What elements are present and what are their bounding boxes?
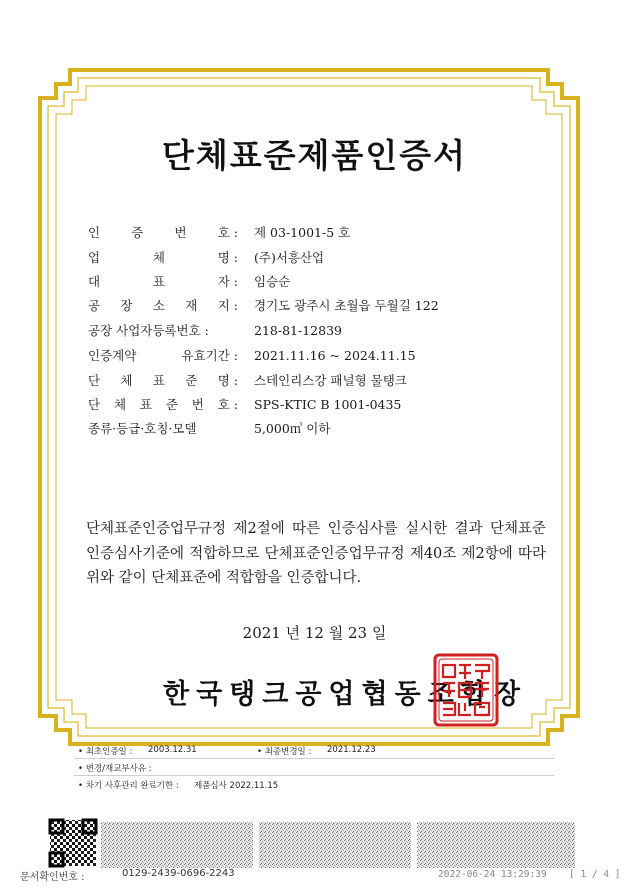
label-char: 인	[88, 225, 101, 240]
next-review-label: • 차기 사후관리 완료기한 :	[78, 781, 179, 791]
field-row-factory-address	[88, 295, 439, 315]
field-label	[88, 248, 238, 266]
field-value: 5,000㎥ 이하	[254, 421, 331, 436]
field-label	[88, 419, 238, 437]
last-change-label: • 최종변경일 :	[257, 747, 312, 757]
field-value: 스테인리스강 패널형 물탱크	[254, 373, 407, 388]
label-char: 표	[139, 397, 152, 412]
label-char: 장	[120, 298, 133, 313]
label-char: 소	[152, 298, 165, 313]
label-char: 호 :	[217, 397, 238, 412]
field-label	[88, 346, 238, 364]
field-label	[88, 223, 238, 241]
issue-date: 2021 년 12 월 23 일	[242, 624, 387, 642]
field-label	[88, 371, 238, 389]
issuer-name: 한국탱크공업협동조합장	[163, 679, 527, 710]
certificate-title: 단체표준제품인증서	[162, 136, 467, 175]
label-text: 종류·등급·호칭·모델	[88, 421, 197, 436]
label-char: 명 :	[217, 373, 238, 388]
print-timestamp: 2022-06-24 13:29:39	[438, 869, 547, 880]
field-row-company	[88, 247, 324, 267]
label-char: 준	[165, 397, 178, 412]
field-row-standard-number	[88, 394, 401, 414]
last-change-date: 2021.12.23	[327, 745, 376, 755]
field-label	[88, 296, 238, 314]
label-char: 자 :	[217, 274, 238, 289]
label-char: 업	[88, 250, 101, 265]
field-label	[88, 272, 238, 290]
field-value: 경기도 광주시 초월읍 두월길 122	[254, 298, 439, 313]
field-label	[88, 321, 238, 339]
first-cert-label: • 최초인증일 :	[78, 747, 133, 757]
field-value: (주)서흥산업	[254, 250, 325, 265]
field-value: SPS-KTIC B 1001-0435	[254, 396, 402, 412]
field-label	[88, 395, 238, 413]
reissue-reason-label: • 변경/재교부사유 :	[78, 764, 152, 774]
field-value: 218-81-12839	[254, 322, 342, 338]
field-row-representative	[88, 271, 290, 291]
doc-number: 0129-2439-0696-2243	[122, 868, 235, 879]
label-char: 단	[88, 397, 101, 412]
label-text: 인증계약	[88, 348, 137, 363]
field-row-validity	[88, 345, 416, 365]
label-char: 호 :	[217, 225, 238, 240]
label-char: 대	[88, 274, 101, 289]
label-char: 지 :	[217, 298, 238, 313]
meta-divider	[74, 775, 554, 776]
verification-strip	[0, 812, 629, 896]
label-char: 표	[152, 274, 165, 289]
field-row-standard-name	[88, 370, 407, 390]
certification-statement: 단체표준인증업무규정 제2절에 따른 인증심사를 실시한 결과 단체표준 인증심사기준에 적합하므로 단체표준인증업무규정 제40조 제2항에 따라 위와 같이 단체표준에 적합함을 인증합니다.	[86, 521, 546, 586]
label-char: 준	[185, 373, 198, 388]
field-value: 2021.11.16 ~ 2024.11.15	[254, 347, 416, 363]
label-text: 공장 사업자등록번호 :	[88, 323, 209, 338]
field-row-registration-number	[88, 320, 342, 340]
field-row-model	[88, 418, 330, 438]
label-char: 번	[174, 225, 187, 240]
label-char: 명 :	[217, 250, 238, 265]
label-char: 번	[191, 397, 204, 412]
meta-divider	[74, 758, 554, 759]
label-char: 단	[88, 373, 101, 388]
next-review-value: 제품심사 2022.11.15	[194, 781, 279, 791]
field-row-cert-number	[88, 222, 350, 242]
official-seal-stamp	[433, 653, 499, 727]
label-text: 유효기간 :	[181, 348, 238, 363]
label-char: 체	[113, 397, 127, 412]
label-char: 공	[88, 298, 101, 313]
page-indicator: [ 1 / 4 ]	[569, 869, 621, 880]
label-char: 체	[152, 250, 165, 265]
field-value: 제 03-1001-5 호	[254, 225, 351, 240]
field-value: 임승순	[254, 274, 291, 289]
doc-number-label: 문서확인번호 :	[20, 872, 85, 883]
first-cert-date: 2003.12.31	[148, 745, 197, 755]
label-char: 증	[131, 225, 144, 240]
label-char: 체	[120, 373, 133, 388]
label-char: 표	[152, 373, 165, 388]
label-char: 재	[185, 298, 198, 313]
